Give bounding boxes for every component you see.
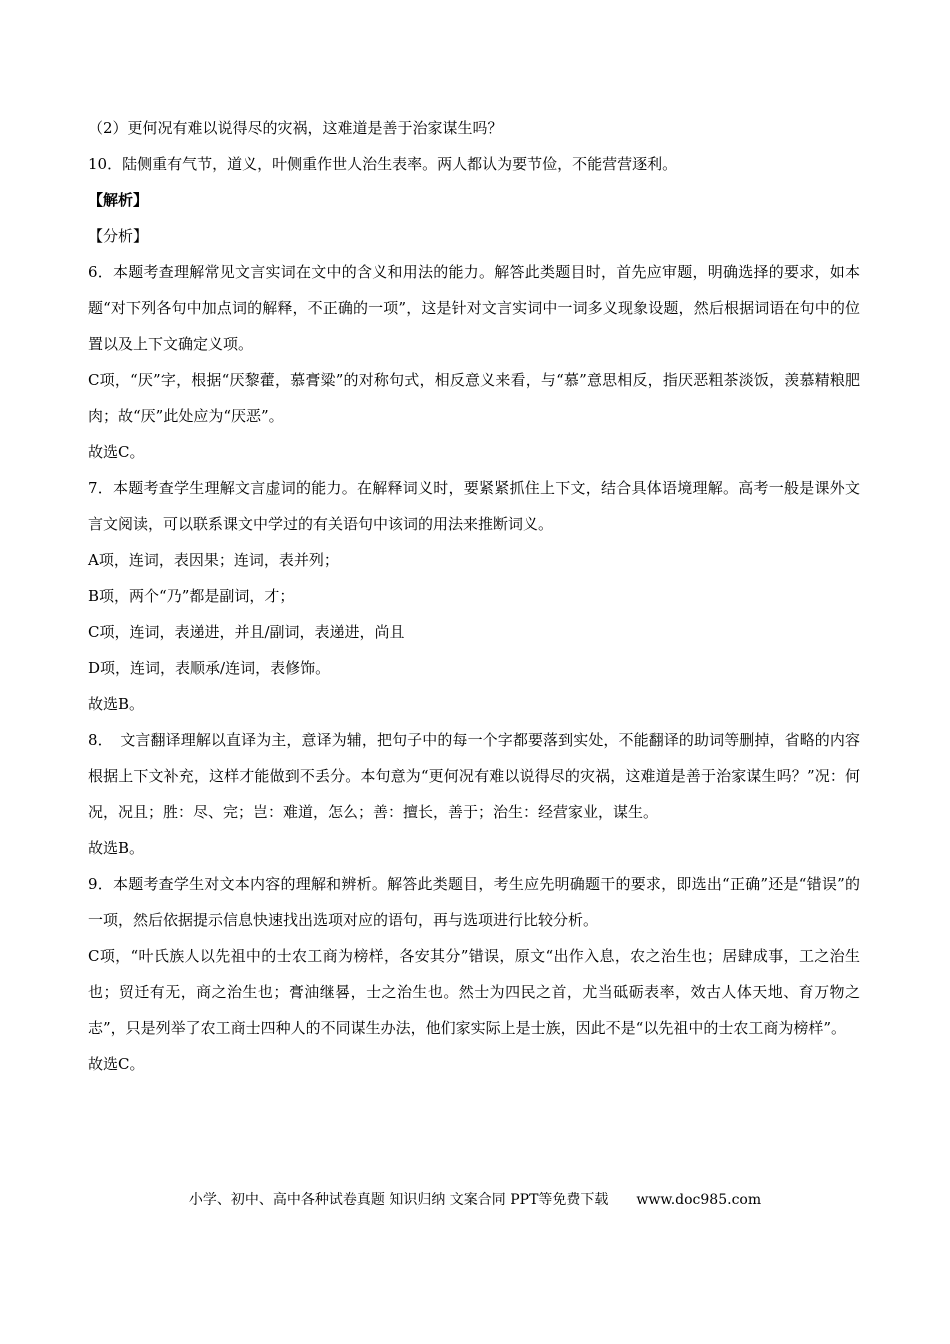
explanation-9: 9．本题考查学生对文本内容的理解和辨析。解答此类题目，考生应先明确题干的要求，即选出“正确”还是“错误”的一项，然后依据提示信息快速找出选项对应的语句，再与选项进行比较分析。 (88, 875, 860, 929)
explanation-6-option-c: C项，“厌”字，根据“厌黎藿，慕膏粱”的对称句式，相反意义来看，与“慕”意思相反，指厌恶粗茶淡饭，羡慕精粮肥肉；故“厌”此处应为“厌恶”。 (88, 371, 860, 425)
explanation-8: 8． 文言翻译理解以直译为主，意译为辅，把句子中的每一个字都要落到实处，不能翻译的助词等删掉，省略的内容根据上下文补充，这样才能做到不丢分。本句意为“更何况有难以说得尽的灾祸，这难道是善于治家谋生吗？”况：何况，况且；胜：尽、完；岂：难道，怎么；善：擅长，善于；治生：经营家业，谋生。 (88, 731, 860, 821)
answer-10: 10．陆侧重有气节，道义，叶侧重作世人治生表率。两人都认为要节俭，不能营营逐利。 (88, 155, 678, 173)
document-body (88, 110, 860, 1082)
footer-promo-text: 小学、初中、高中各种试卷真题 知识归纳 文案合同 PPT等免费下载 (188, 1192, 609, 1208)
explanation-7-option-b: B项，两个“乃”都是副词，才； (88, 587, 295, 605)
section-heading-breakdown: 【分析】 (88, 227, 149, 245)
explanation-7-option-a: A项，连词，表因果；连词，表并列； (88, 551, 339, 569)
explanation-9-answer: 故选C。 (88, 1055, 145, 1073)
section-heading-analysis: 【解析】 (88, 191, 149, 209)
footer-url: www.doc985.com (636, 1192, 762, 1208)
explanation-7-option-c: C项，连词，表递进，并且/副词，表递进，尚且 (88, 623, 405, 641)
explanation-7: 7．本题考查学生理解文言虚词的能力。在解释词义时，要紧紧抓住上下文，结合具体语境理解。高考一般是课外文言文阅读，可以联系课文中学过的有关语句中该词的用法来推断词义。 (88, 479, 860, 533)
explanation-6: 6．本题考查理解常见文言实词在文中的含义和用法的能力。解答此类题目时，首先应审题，明确选择的要求，如本题“对下列各句中加点词的解释，不正确的一项”，这是针对文言实词中一词多义现象设题，然后根据词语在句中的位置以及上下文确定义项。 (88, 263, 860, 353)
explanation-8-answer: 故选B。 (88, 839, 145, 857)
answer-8-translation-2: （2）更何况有难以说得尽的灾祸，这难道是善于治家谋生吗？ (88, 119, 503, 137)
explanation-9-option-c: C项，“叶氏族人以先祖中的士农工商为榜样，各安其分”错误，原文“出作入息，农之治生也；居肆成事，工之治生也；贸迁有无，商之治生也；膏油继晷，士之治生也。然士为四民之首，尤当砥砺表率，效古人体天地、育万物之志”，只是列举了农工商士四种人的不同谋生办法，他们家实际上是士族，因此不是“以先祖中的士农工商为榜样”。 (88, 947, 860, 1037)
explanation-7-answer: 故选B。 (88, 695, 145, 713)
page-footer (0, 1188, 950, 1212)
explanation-6-answer: 故选C。 (88, 443, 145, 461)
explanation-7-option-d: D项，连词，表顺承/连词，表修饰。 (88, 659, 331, 677)
